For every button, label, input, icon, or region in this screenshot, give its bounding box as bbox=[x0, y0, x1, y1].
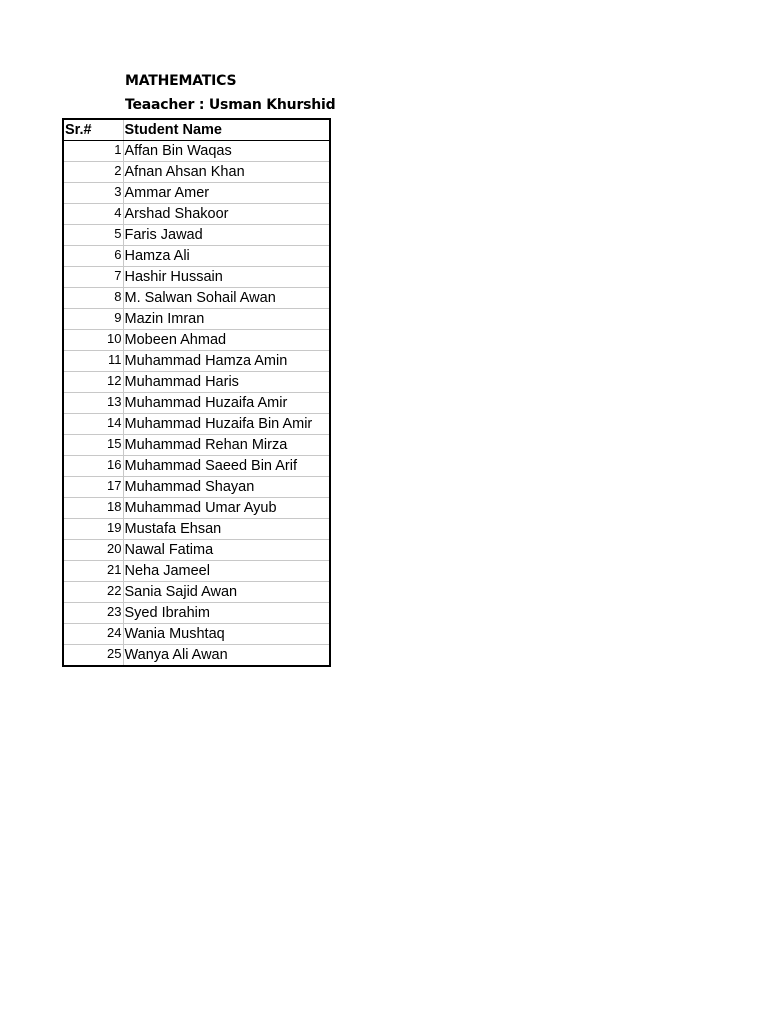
table-row bbox=[63, 561, 330, 582]
student-name-cell: Wania Mushtaq bbox=[123, 624, 330, 645]
subject-title: MATHEMATICS bbox=[125, 73, 237, 89]
student-name-cell: Muhammad Umar Ayub bbox=[123, 498, 330, 519]
student-name-cell: Neha Jameel bbox=[123, 561, 330, 582]
student-name-cell: Affan Bin Waqas bbox=[123, 141, 330, 162]
serial-number-cell: 4 bbox=[63, 204, 123, 225]
student-name-cell: Hamza Ali bbox=[123, 246, 330, 267]
table-row bbox=[63, 393, 330, 414]
table-header-row bbox=[63, 119, 330, 141]
student-name-cell: Mustafa Ehsan bbox=[123, 519, 330, 540]
serial-number-cell: 5 bbox=[63, 225, 123, 246]
table-row bbox=[63, 414, 330, 435]
serial-number-cell: 24 bbox=[63, 624, 123, 645]
student-name-cell: Mobeen Ahmad bbox=[123, 330, 330, 351]
table-row bbox=[63, 372, 330, 393]
student-name-cell: Syed Ibrahim bbox=[123, 603, 330, 624]
serial-number-cell: 1 bbox=[63, 141, 123, 162]
teacher-name: Teaacher : Usman Khurshid bbox=[125, 97, 336, 113]
student-name-cell: Muhammad Shayan bbox=[123, 477, 330, 498]
serial-number-cell: 13 bbox=[63, 393, 123, 414]
serial-number-cell: 3 bbox=[63, 183, 123, 204]
column-header-serial: Sr.# bbox=[63, 119, 123, 141]
serial-number-cell: 7 bbox=[63, 267, 123, 288]
serial-number-cell: 10 bbox=[63, 330, 123, 351]
serial-number-cell: 16 bbox=[63, 456, 123, 477]
table-row bbox=[63, 582, 330, 603]
student-name-cell: Nawal Fatima bbox=[123, 540, 330, 561]
serial-number-cell: 22 bbox=[63, 582, 123, 603]
serial-number-cell: 2 bbox=[63, 162, 123, 183]
column-header-student-name: Student Name bbox=[123, 119, 330, 141]
student-name-cell: Hashir Hussain bbox=[123, 267, 330, 288]
table-row bbox=[63, 225, 330, 246]
student-roster-table bbox=[62, 118, 331, 667]
student-name-cell: Mazin Imran bbox=[123, 309, 330, 330]
table-row bbox=[63, 519, 330, 540]
student-name-cell: Muhammad Rehan Mirza bbox=[123, 435, 330, 456]
serial-number-cell: 18 bbox=[63, 498, 123, 519]
table-row bbox=[63, 603, 330, 624]
table-row bbox=[63, 498, 330, 519]
table-row bbox=[63, 456, 330, 477]
table-row bbox=[63, 351, 330, 372]
serial-number-cell: 6 bbox=[63, 246, 123, 267]
serial-number-cell: 19 bbox=[63, 519, 123, 540]
table-row bbox=[63, 477, 330, 498]
serial-number-cell: 8 bbox=[63, 288, 123, 309]
table-row bbox=[63, 309, 330, 330]
student-name-cell: M. Salwan Sohail Awan bbox=[123, 288, 330, 309]
student-name-cell: Faris Jawad bbox=[123, 225, 330, 246]
table-row bbox=[63, 624, 330, 645]
student-name-cell: Sania Sajid Awan bbox=[123, 582, 330, 603]
serial-number-cell: 17 bbox=[63, 477, 123, 498]
table-row bbox=[63, 330, 330, 351]
student-name-cell: Muhammad Saeed Bin Arif bbox=[123, 456, 330, 477]
table-row bbox=[63, 645, 330, 667]
serial-number-cell: 20 bbox=[63, 540, 123, 561]
student-name-cell: Ammar Amer bbox=[123, 183, 330, 204]
table-row bbox=[63, 183, 330, 204]
serial-number-cell: 21 bbox=[63, 561, 123, 582]
serial-number-cell: 15 bbox=[63, 435, 123, 456]
table-row bbox=[63, 204, 330, 225]
student-name-cell: Muhammad Huzaifa Bin Amir bbox=[123, 414, 330, 435]
table-row bbox=[63, 162, 330, 183]
serial-number-cell: 25 bbox=[63, 645, 123, 667]
student-name-cell: Muhammad Haris bbox=[123, 372, 330, 393]
serial-number-cell: 23 bbox=[63, 603, 123, 624]
table-row bbox=[63, 540, 330, 561]
serial-number-cell: 14 bbox=[63, 414, 123, 435]
student-name-cell: Muhammad Huzaifa Amir bbox=[123, 393, 330, 414]
table-body bbox=[63, 141, 330, 667]
student-name-cell: Muhammad Hamza Amin bbox=[123, 351, 330, 372]
serial-number-cell: 11 bbox=[63, 351, 123, 372]
table-row bbox=[63, 246, 330, 267]
serial-number-cell: 9 bbox=[63, 309, 123, 330]
serial-number-cell: 12 bbox=[63, 372, 123, 393]
table-row bbox=[63, 267, 330, 288]
student-name-cell: Arshad Shakoor bbox=[123, 204, 330, 225]
student-name-cell: Afnan Ahsan Khan bbox=[123, 162, 330, 183]
table-row bbox=[63, 288, 330, 309]
table-row bbox=[63, 141, 330, 162]
student-name-cell: Wanya Ali Awan bbox=[123, 645, 330, 667]
table-row bbox=[63, 435, 330, 456]
